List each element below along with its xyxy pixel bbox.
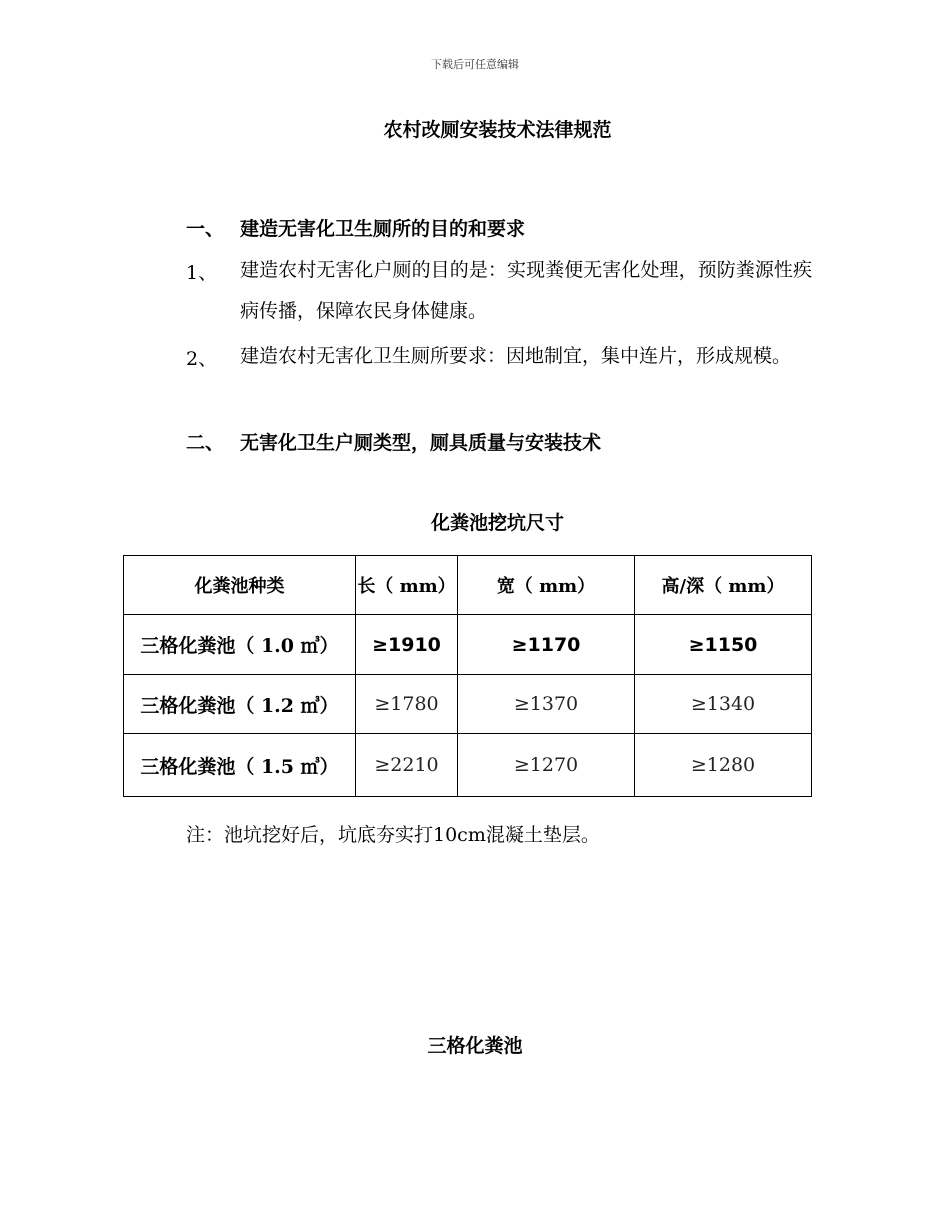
col-header-height: 高/深（ mm）: [635, 556, 812, 615]
col-header-type: 化粪池种类: [124, 556, 356, 615]
document-title: 农村改厕安装技术法律规范: [383, 119, 612, 141]
table-row: [124, 615, 812, 675]
section-2-heading: 无害化卫生户厕类型，厕具质量与安装技术: [240, 432, 602, 454]
table-header-row: [124, 556, 812, 615]
row-label: 三格化粪池（ 1.5 ㎥）: [124, 734, 356, 797]
cell-length: ≥1910: [356, 615, 458, 675]
row-label: 三格化粪池（ 1.2 ㎥）: [124, 675, 356, 734]
cell-width: ≥1370: [458, 675, 635, 734]
item-1-text: 建造农村无害化户厕的目的是：实现粪便无害化处理，预防粪源性疾病传播，保障农民身体健康。: [240, 259, 812, 322]
header-note: 下载后可任意编辑: [431, 58, 519, 71]
item-2-text: 建造农村无害化卫生厕所要求：因地制宜，集中连片，形成规模。: [240, 345, 792, 367]
cell-height: ≥1340: [635, 675, 812, 734]
cell-width: ≥1170: [458, 615, 635, 675]
col-header-length: 长（ mm）: [356, 556, 458, 615]
dimensions-table: [123, 555, 812, 797]
section-3-title: 三格化粪池: [427, 1035, 523, 1057]
table-row: [124, 734, 812, 797]
cell-width: ≥1270: [458, 734, 635, 797]
table-note: 注：池坑挖好后，坑底夯实打10cm混凝土垫层。: [186, 824, 600, 846]
table-row: [124, 675, 812, 734]
section-1-heading: 建造无害化卫生厕所的目的和要求: [240, 218, 526, 240]
section-2-number: 二、: [186, 432, 225, 454]
table-title: 化粪池挖坑尺寸: [430, 512, 564, 534]
item-1-number: 1、: [186, 262, 218, 284]
section-1-number: 一、: [186, 218, 225, 240]
cell-length: ≥1780: [356, 675, 458, 734]
cell-height: ≥1280: [635, 734, 812, 797]
item-2-number: 2、: [186, 348, 218, 370]
cell-height: ≥1150: [635, 615, 812, 675]
col-header-width: 宽（ mm）: [458, 556, 635, 615]
cell-length: ≥2210: [356, 734, 458, 797]
row-label: 三格化粪池（ 1.0 ㎥）: [124, 615, 356, 675]
